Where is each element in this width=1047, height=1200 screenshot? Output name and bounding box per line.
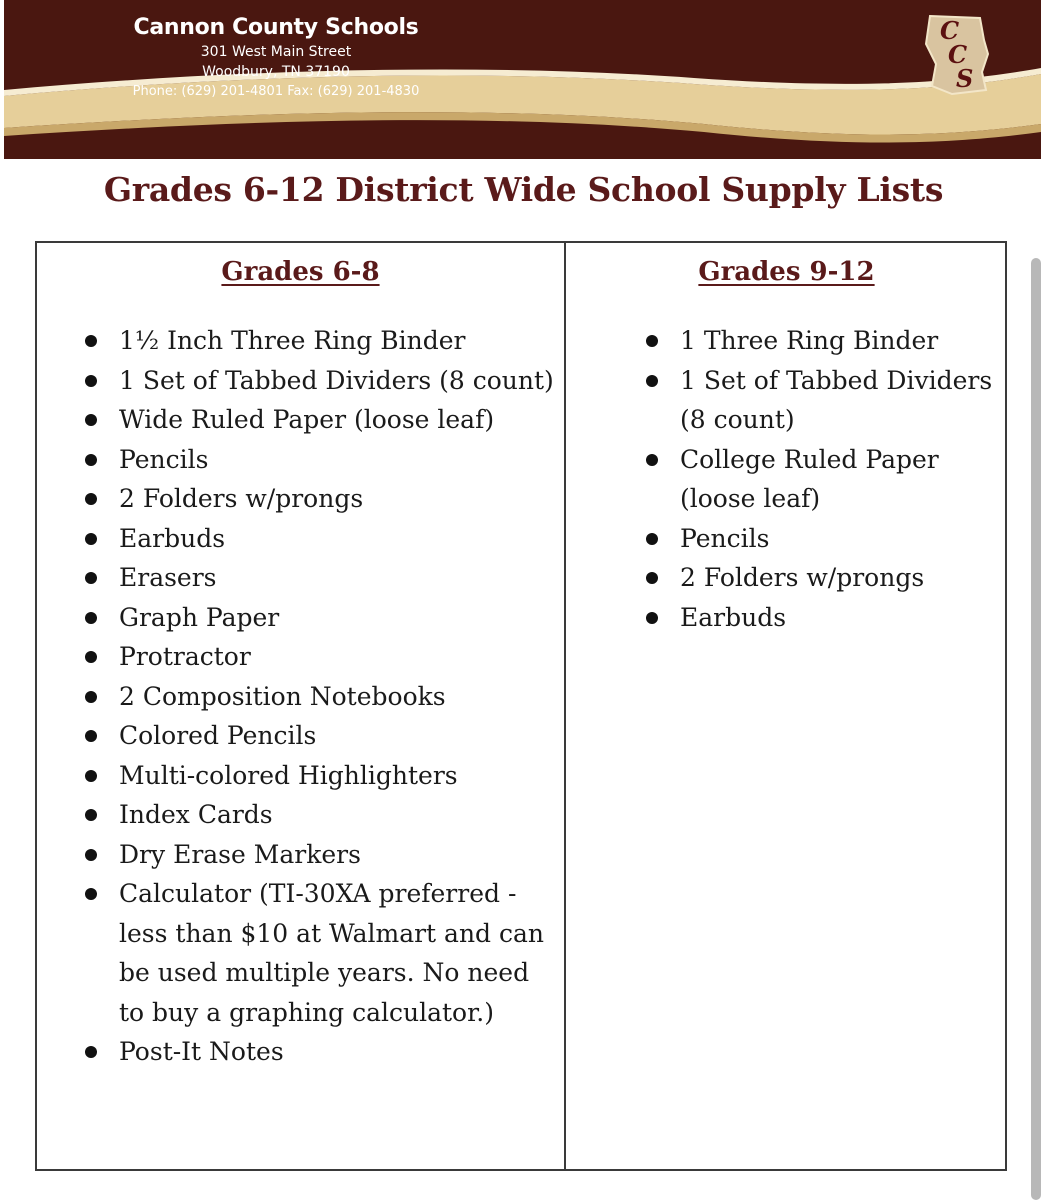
list-item: 2 Folders w/prongs [646,558,1006,598]
list-item: 1 Set of Tabbed Dividers (8 count) [85,361,555,401]
page-title: Grades 6-12 District Wide School Supply Lists [103,170,944,209]
list-item: Protractor [85,637,555,677]
school-street: 301 West Main Street [200,44,352,60]
grades-9-12-column [566,243,1007,1169]
ccs-logo [922,14,992,96]
list-item: 1½ Inch Three Ring Binder [85,321,555,361]
list-item: 1 Three Ring Binder [646,321,1006,361]
list-item: Colored Pencils [85,716,555,756]
list-item: Pencils [85,440,555,480]
list-item: Pencils [646,519,1006,559]
list-item: Index Cards [85,795,555,835]
supply-list-table [35,241,1007,1171]
list-item: Earbuds [646,598,1006,638]
header-banner [4,0,1041,159]
list-item: Multi-colored Highlighters [85,756,555,796]
list-item: Calculator (TI-30XA preferred - less than $10 at Walmart and can be used multiple years. No need to buy a graphing calculator.) [85,874,555,1032]
supply-list [85,321,555,1072]
list-item: College Ruled Paper (loose leaf) [646,440,1006,519]
list-item: Erasers [85,558,555,598]
list-item: Graph Paper [85,598,555,638]
list-item: 2 Composition Notebooks [85,677,555,717]
school-city: Woodbury, TN 37190 [202,64,350,80]
list-item: Earbuds [85,519,555,559]
logo-letter-1: C [940,16,960,45]
logo-letter-3: S [956,64,974,93]
school-phone-fax: Phone: (629) 201-4801 Fax: (629) 201-4830 [132,84,420,99]
column-heading: Grades 6-8 [221,257,380,287]
list-item: Wide Ruled Paper (loose leaf) [85,400,555,440]
logo-letter-2: C [948,40,968,69]
scrollbar[interactable] [1031,258,1041,1200]
list-item: Post-It Notes [85,1032,555,1072]
list-item: Dry Erase Markers [85,835,555,875]
list-item: 1 Set of Tabbed Dividers (8 count) [646,361,1006,440]
supply-list [646,321,1006,637]
school-contact-block [116,14,436,102]
list-item: 2 Folders w/prongs [85,479,555,519]
grades-6-8-column [37,243,564,1169]
school-name: Cannon County Schools [133,15,419,40]
column-heading: Grades 9-12 [698,257,875,287]
